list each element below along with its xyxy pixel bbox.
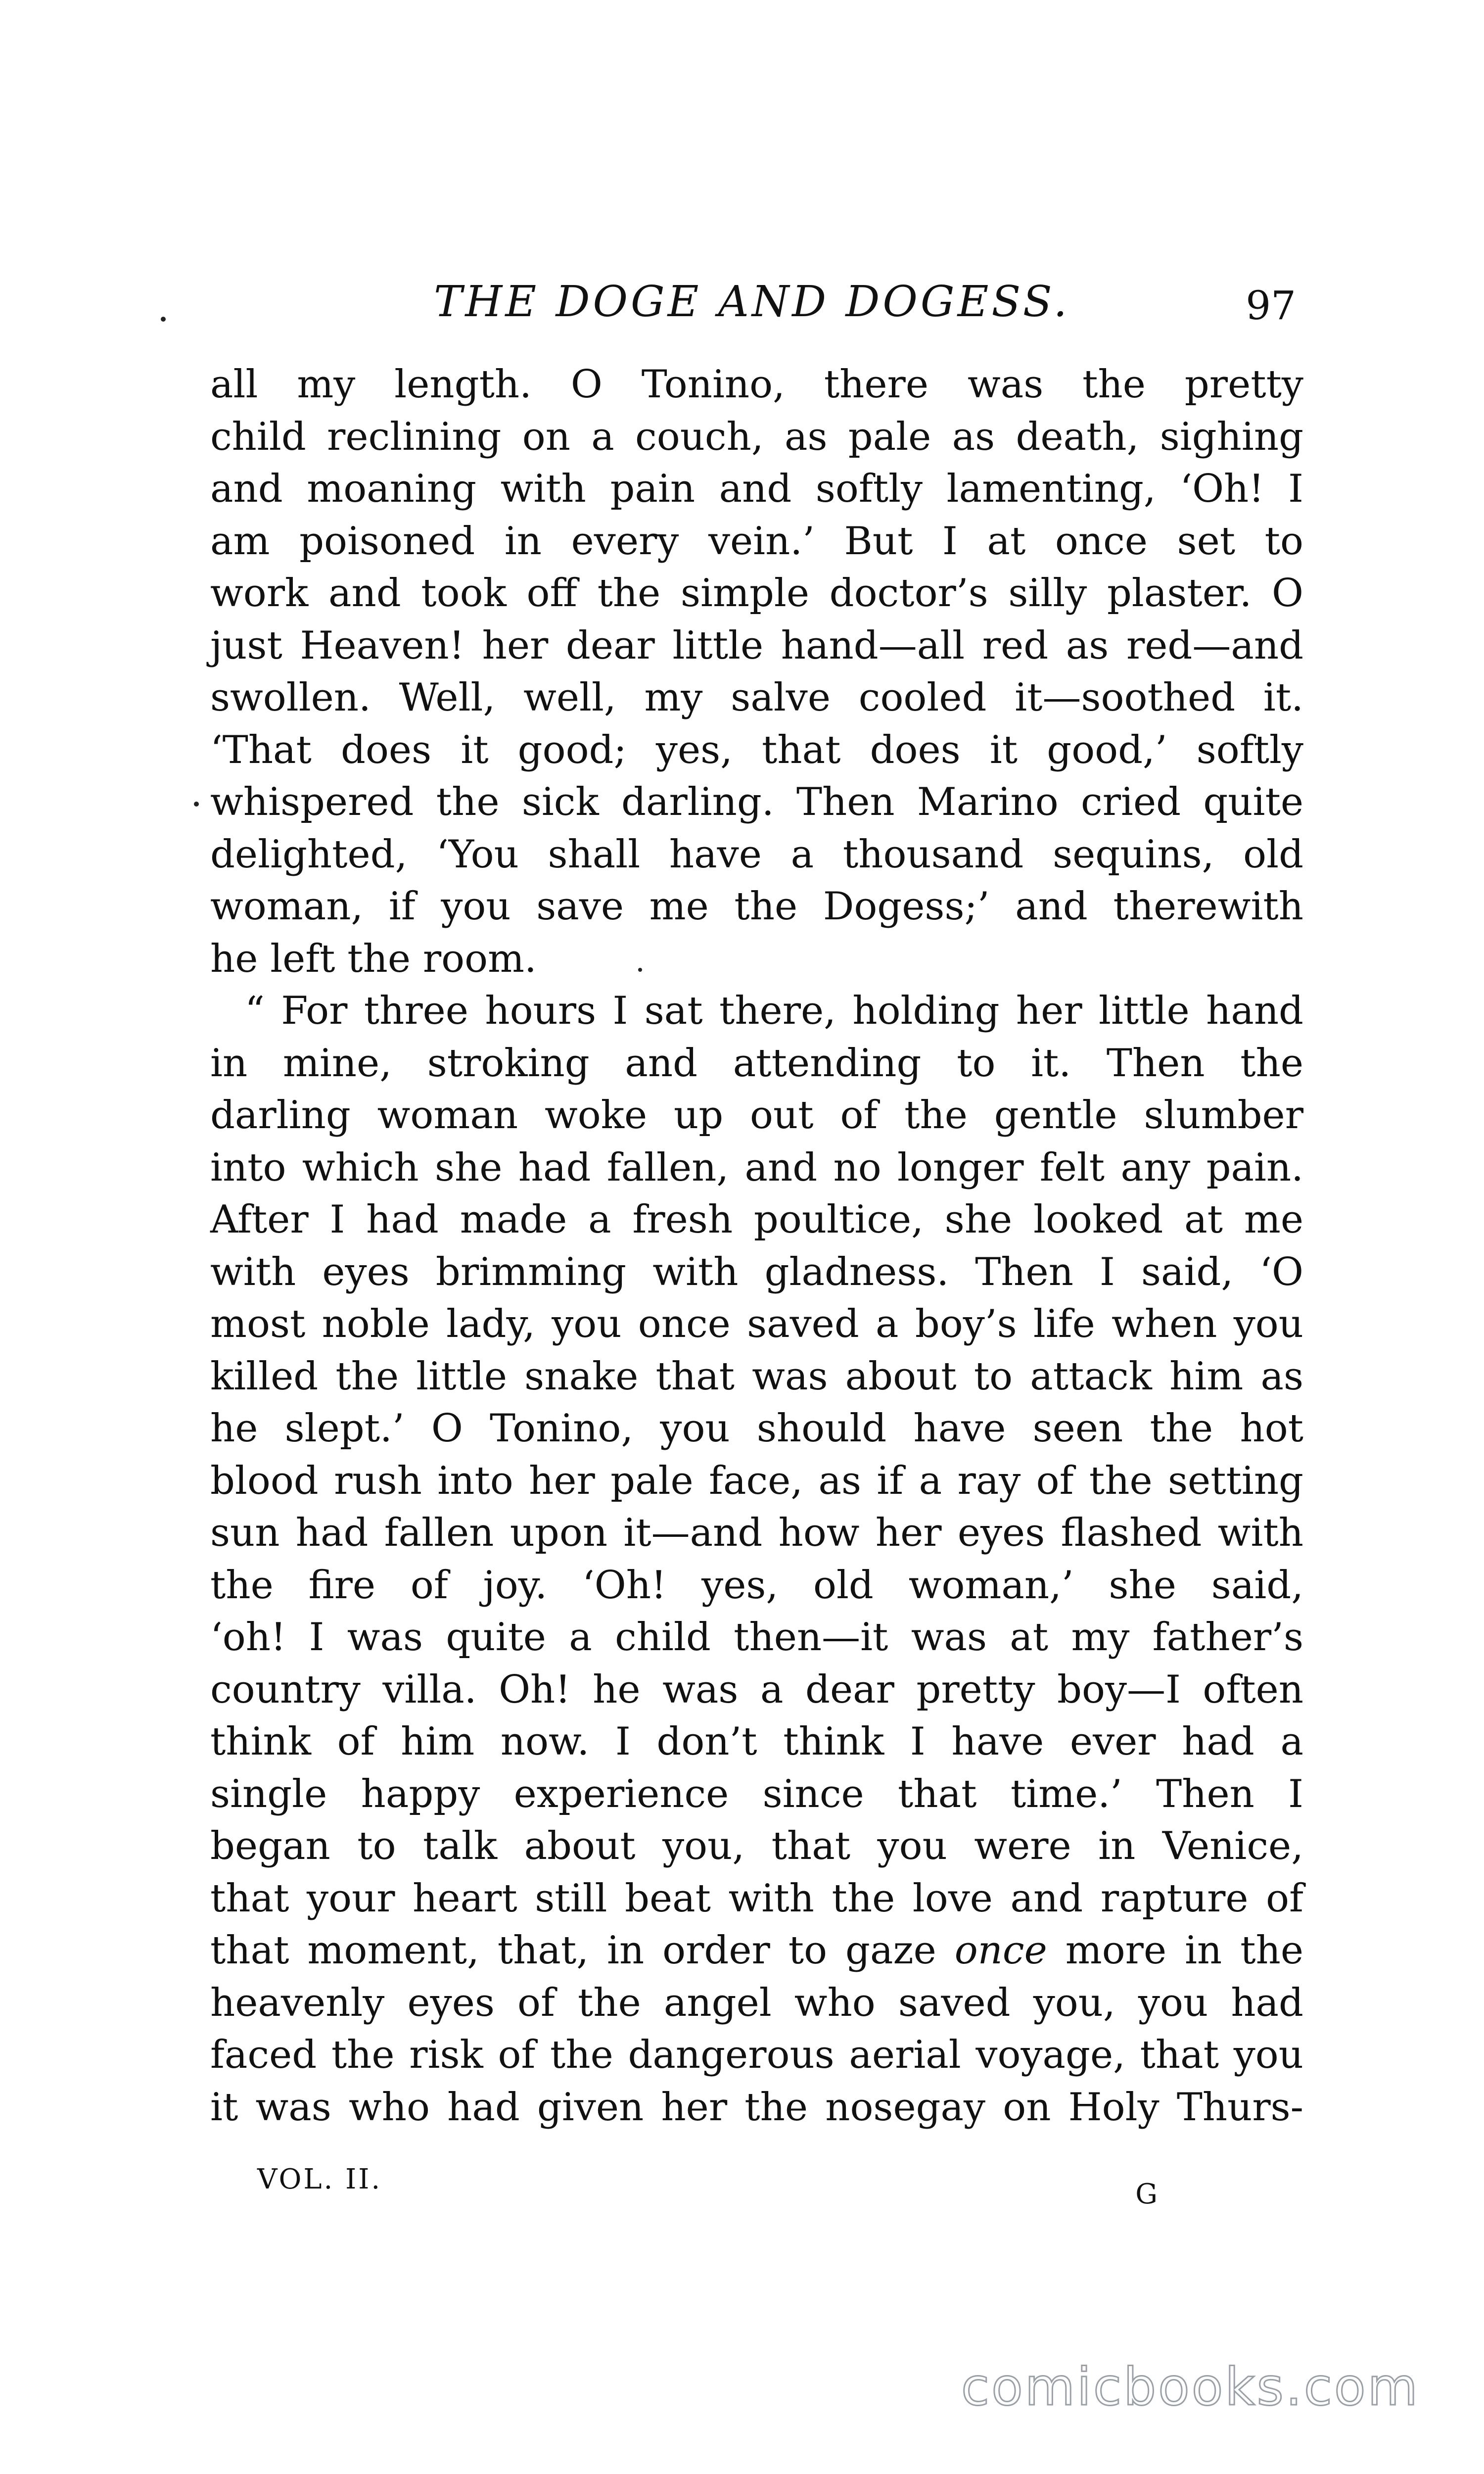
body-text <box>210 359 1303 2134</box>
text-line: faced the risk of the dangerous aerial voyage, that you <box>210 2033 1303 2077</box>
text-line: and moaning with pain and softly lamenting, ‘Oh! I <box>210 467 1303 511</box>
paragraph-end-line: he left the room. <box>210 936 537 981</box>
emphasized-word: once <box>954 1928 1047 1973</box>
text-line: swollen. Well, well, my salve cooled it—soothed it. <box>210 675 1303 720</box>
text-line: it was who had given her the nosegay on Holy Thurs- <box>210 2085 1303 2130</box>
ink-speck <box>161 317 166 322</box>
text-line: darling woman woke up out of the gentle slumber <box>210 1093 1303 1138</box>
signature-mark: G <box>1135 2178 1158 2210</box>
line-start: that moment, that, in order to gaze <box>210 1928 936 1973</box>
text-line: with eyes brimming with gladness. Then I said, ‘O <box>210 1249 1303 1294</box>
text-line: work and took off the simple doctor’s silly plaster. O <box>210 571 1303 616</box>
text-line: child reclining on a couch, as pale as death, sighing <box>210 414 1303 459</box>
page-footer <box>257 2155 1158 2209</box>
text-line: killed the little snake that was about to attack him as <box>210 1354 1303 1399</box>
text-line: heavenly eyes of the angel who saved you, you had <box>210 1980 1303 2025</box>
paragraph-start-line: “ For three hours I sat there, holding her little hand <box>245 989 1303 1033</box>
text-line: ‘That does it good; yes, that does it good,’ softly <box>210 727 1303 772</box>
text-line: think of him now. I don’t think I have ever had a <box>210 1719 1303 1764</box>
page-number: 97 <box>1246 283 1296 329</box>
text-line: he slept.’ O Tonino, you should have seen the hot <box>210 1406 1303 1451</box>
text-line: country villa. Oh! he was a dear pretty boy—I often <box>210 1667 1303 1712</box>
running-head <box>208 275 1296 329</box>
text-line: ‘oh! I was quite a child then—it was at my father’s <box>210 1615 1303 1660</box>
line-end: more in the <box>1065 1928 1303 1973</box>
text-line: began to talk about you, that you were in Venice, <box>210 1824 1303 1868</box>
text-line: delighted, ‘You shall have a thousand sequins, old <box>210 832 1303 877</box>
text-line: am poisoned in every vein.’ But I at once set to <box>210 519 1303 564</box>
running-title: THE DOGE AND DOGESS. <box>434 277 1070 327</box>
text-line: just Heaven! her dear little hand—all red as red—and <box>210 623 1303 668</box>
text-line: into which she had fallen, and no longer felt any pain. <box>210 1145 1303 1190</box>
watermark: comicbooks.com <box>961 2357 1420 2417</box>
text-line: in mine, stroking and attending to it. Then the <box>210 1041 1303 1086</box>
text-line: sun had fallen upon it—and how her eyes flashed with <box>210 1511 1303 1555</box>
ink-speck <box>194 802 199 807</box>
text-line: that your heart still beat with the love and rapture of <box>210 1876 1303 1921</box>
text-line: After I had made a fresh poultice, she looked at me <box>210 1197 1303 1242</box>
text-line: single happy experience since that time.’ Then I <box>210 1771 1303 1816</box>
text-line: whispered the sick darling. Then Marino cried quite <box>210 780 1303 824</box>
text-line: blood rush into her pale face, as if a ray of the setting <box>210 1458 1303 1503</box>
text-line: all my length. O Tonino, there was the pretty <box>210 362 1303 407</box>
text-line: the fire of joy. ‘Oh! yes, old woman,’ she said, <box>210 1563 1303 1608</box>
text-line-with-emphasis <box>210 1925 1303 1977</box>
text-line: most noble lady, you once saved a boy’s life when you <box>210 1302 1303 1346</box>
volume-mark: VOL. II. <box>257 2163 382 2195</box>
text-line: woman, if you save me the Dogess;’ and therewith <box>210 884 1303 929</box>
